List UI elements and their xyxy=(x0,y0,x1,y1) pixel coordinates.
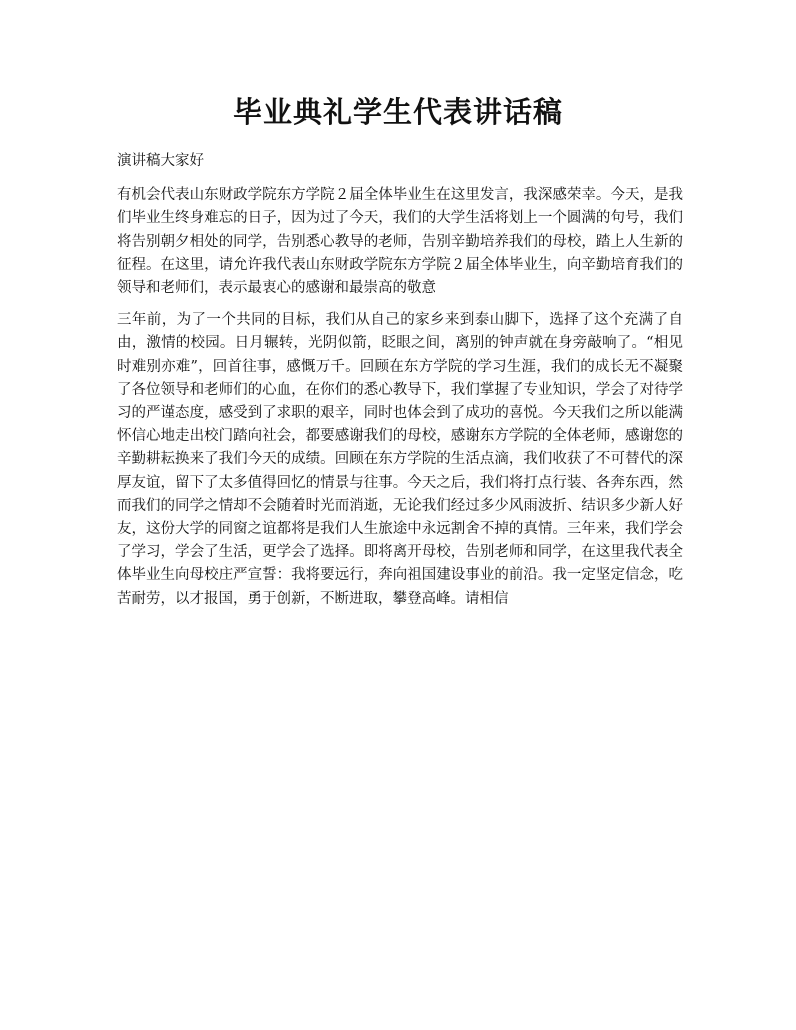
paragraph-2: 三年前，为了一个共同的目标，我们从自己的家乡来到泰山脚下，选择了这个充满了自由，激情的校园。日月辗转，光阴似箭，眨眼之间，离别的钟声就在身旁敲响了。“相见时难别亦难”，回首往事，感慨万千。回顾在东方学院的学习生涯，我们的成长无不凝聚了各位领导和老师们的心血，在你们的悉心教导下，我们掌握了专业知识，学会了对待学习的严谨态度，感受到了求职的艰辛，同时也体会到了成功的喜悦。今天我们之所以能满怀信心地走出校门踏向社会，都要感谢我们的母校，感谢东方学院的全体老师，感谢您的辛勤耕耘换来了我们今天的成绩。回顾在东方学院的生活点滴，我们收获了不可替代的深厚友谊，留下了太多值得回忆的情景与往事。今天之后，我们将打点行装、各奔东西，然而我们的同学之情却不会随着时光而消逝，无论我们经过多少风雨波折、结识多少新人好友，这份大学的同窗之谊都将是我们人生旅途中永远割舍不掉的真情。三年来，我们学会了学习，学会了生活，更学会了选择。即将离开母校，告别老师和同学，在这里我代表全体毕业生向母校庄严宣誓：我将要远行，奔向祖国建设事业的前沿。我一定坚定信念，吃苦耐劳，以才报国，勇于创新，不断进取，攀登高峰。请相信 xyxy=(117,312,683,607)
document-body xyxy=(117,150,683,620)
greeting-line: 演讲稿大家好 xyxy=(117,153,204,169)
document-title: 毕业典礼学生代表讲话稿 xyxy=(232,95,563,129)
paragraph-1: 有机会代表山东财政学院东方学院２届全体毕业生在这里发言，我深感荣幸。今天，是我们毕业生终身难忘的日子，因为过了今天，我们的大学生活将划上一个圆满的句号，我们将告别朝夕相处的同学，告别悉心教导的老师，告别辛勤培养我们的母校，踏上人生新的征程。在这里，请允许我代表山东财政学院东方学院２届全体毕业生，向辛勤培育我们的领导和老师们，表示最衷心的感谢和最崇高的敬意 xyxy=(117,187,683,297)
